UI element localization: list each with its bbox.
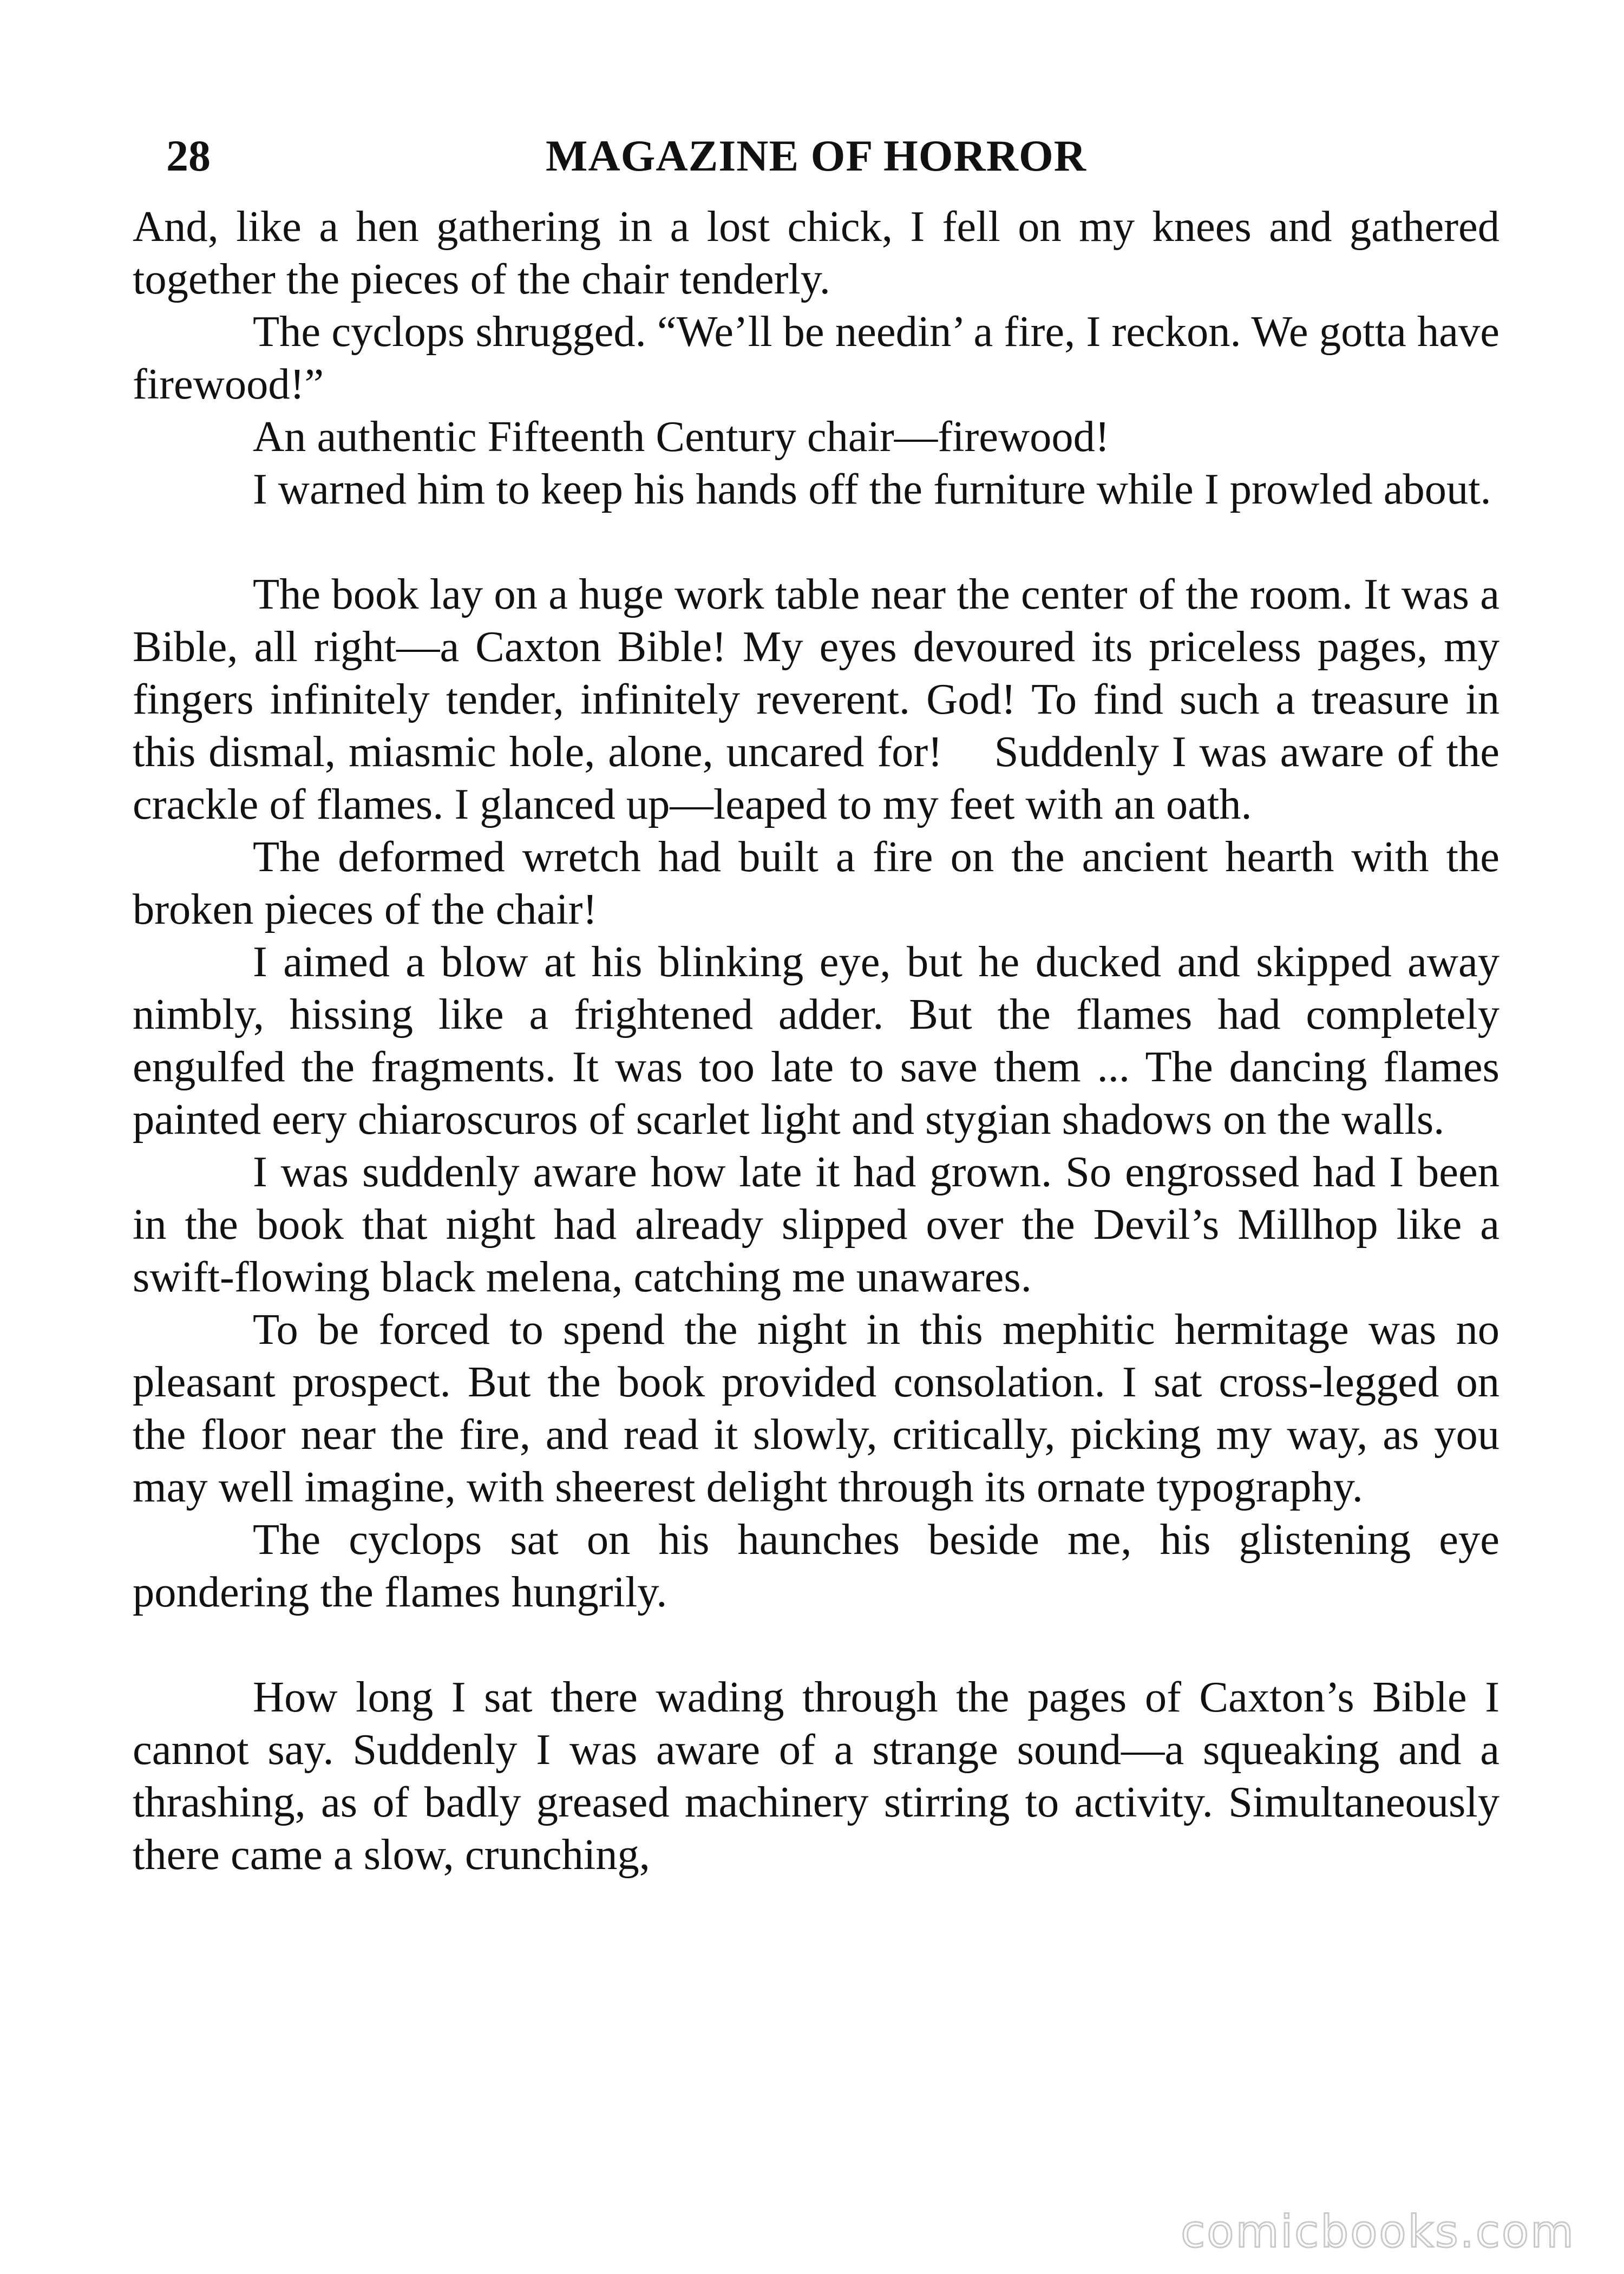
site-watermark: comicbooks.com bbox=[1181, 2206, 1575, 2258]
paragraph: And, like a hen gathering in a lost chick, I fell on my knees and gathered together the pieces of the chair tenderly. bbox=[133, 202, 1499, 303]
paragraph: I warned him to keep his hands off the furniture while I prowled about. bbox=[253, 465, 1491, 513]
page-header bbox=[133, 123, 1499, 188]
paragraph: To be forced to spend the night in this mephitic hermitage was no pleasant prospect. But the book provided consolation. I sat cross-legged on the floor near the fire, and read it slowly, critically, picking my way, as you may well imagine, with sheerest delight through its ornate typography. bbox=[133, 1305, 1499, 1511]
paragraph: How long I sat there wading through the pages of Caxton’s Bible I cannot say. Suddenly I was aware of a strange sound—a squeaking and a thrashing, as of badly greased machinery stirring to activity. Simultaneously there came a slow, crunching, bbox=[133, 1673, 1499, 1879]
paragraph: The deformed wretch had built a fire on the ancient hearth with the broken pieces of the chair! bbox=[133, 833, 1499, 933]
paragraph: The cyclops shrugged. “We’ll be needin’ a fire, I reckon. We gotta have firewood!” bbox=[133, 308, 1499, 408]
paragraph: An authentic Fifteenth Century chair—firewood! bbox=[253, 413, 1110, 461]
page-number: 28 bbox=[166, 131, 211, 180]
body-text bbox=[133, 200, 1511, 1881]
paragraph: The book lay on a huge work table near the center of the room. It was a Bible, all right—a Caxton Bible! My eyes devoured its priceless pages, my fingers infinitely tender, infinitely reverent. God! To find such a treasure in this dismal, miasmic hole, alone, uncared for! Suddenly I was aware of the crackle of flames. I glanced up—leaped to my feet with an oath. bbox=[133, 570, 1511, 828]
running-title: MAGAZINE OF HORROR bbox=[546, 131, 1086, 180]
paragraph: I aimed a blow at his blinking eye, but he ducked and skipped away nimbly, hissing like a frightened adder. But the flames had completely engulfed the fragments. It was too late to save them ... The dancing flames painted eery chiaroscuros of scarlet light and stygian shadows on the walls. bbox=[133, 938, 1499, 1143]
paragraph: I was suddenly aware how late it had grown. So engrossed had I been in the book that night had already slipped over the Devil’s Millhop like a swift-flowing black melena, catching me unawares. bbox=[133, 1148, 1499, 1301]
book-page bbox=[133, 123, 1511, 1881]
paragraph: The cyclops sat on his haunches beside me, his glistening eye pondering the flames hungrily. bbox=[133, 1515, 1499, 1616]
